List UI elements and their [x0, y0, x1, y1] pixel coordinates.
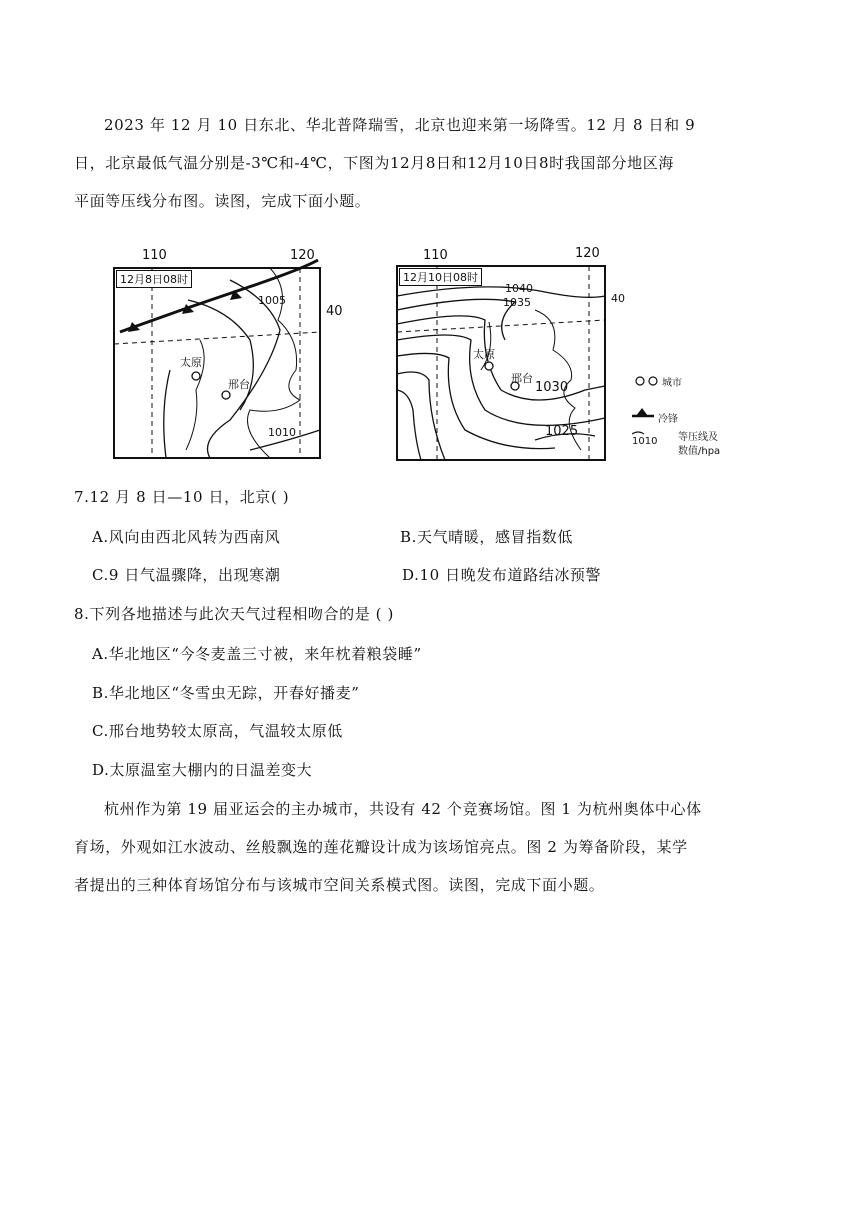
map1-lon-left-label: 110: [142, 248, 167, 263]
q8-option-c[interactable]: C.邢台地势较太原高，气温较太原低: [92, 722, 343, 740]
q7-option-c[interactable]: C.9 日气温骤降，出现寒潮: [92, 566, 281, 584]
isobar-map-dec8: [100, 240, 343, 470]
intro1-line-2: 日，北京最低气温分别是-3℃和-4℃，下图为12月8日和12月10日8时我国部分地区海: [74, 154, 674, 172]
q8-option-d[interactable]: D.太原温室大棚内的日温差变大: [92, 761, 313, 779]
q8-option-a[interactable]: A.华北地区“今冬麦盖三寸被，来年枕着粮袋睡”: [92, 645, 422, 663]
intro2-line-2: 育场，外观如江水波动、丝般飘逸的莲花瓣设计成为该场馆亮点。图 2 为筹备阶段，某学: [74, 838, 688, 856]
map-legend: [632, 370, 732, 460]
map1-city-xingtai: 邢台: [228, 378, 250, 391]
map1-lat-label: 40: [326, 304, 343, 319]
map2-isobar-label-b: 1035: [503, 296, 531, 309]
isobar-map-dec10: [385, 240, 625, 470]
intro2-line-3: 者提出的三种体育场馆分布与该城市空间关系模式图。读图，完成下面小题。: [74, 876, 605, 894]
q7-option-d[interactable]: D.10 日晚发布道路结冰预警: [402, 566, 602, 584]
map1-city-taiyuan: 太原: [180, 356, 202, 369]
legend-cold-front-label: 冷锋: [658, 414, 678, 425]
intro2-line-1: 杭州作为第 19 届亚运会的主办城市，共设有 42 个竞赛场馆。图 1 为杭州奥体中心体: [104, 800, 702, 818]
map2-isobar-label-a: 1040: [505, 282, 533, 295]
q8-stem: 8.下列各地描述与此次天气过程相吻合的是 ( ): [74, 605, 394, 623]
q8-option-b[interactable]: B.华北地区“冬雪虫无踪，开春好播麦”: [92, 684, 360, 702]
intro1-line-1: 2023 年 12 月 10 日东北、华北普降瑞雪，北京也迎来第一场降雪。12 月 8 日和 9: [104, 116, 696, 134]
legend-isobar-label-2: 数值/hpa: [678, 446, 721, 457]
map1-isobar-label-a: 1005: [258, 294, 286, 307]
q7-option-b[interactable]: B.天气晴暖，感冒指数低: [400, 528, 573, 546]
map1-time-label: 12月8日08时: [116, 270, 192, 288]
legend-city-label: 城市: [662, 378, 682, 389]
map1-isobar-label-b: 1010: [268, 426, 296, 439]
q7-option-a[interactable]: A.风向由西北风转为西南风: [92, 528, 281, 546]
map2-time-label: 12月10日08时: [399, 268, 482, 286]
intro1-line-3: 平面等压线分布图。读图，完成下面小题。: [74, 192, 371, 210]
legend-isobar-label-1: 等压线及: [678, 432, 718, 443]
map2-lat-label: 40: [611, 292, 625, 305]
q7-stem: 7.12 月 8 日—10 日，北京( ): [74, 488, 290, 506]
map2-lon-left-label: 110: [423, 248, 448, 263]
map1-lon-right-label: 120: [290, 248, 315, 263]
map2-lon-right-label: 120: [575, 246, 600, 261]
map2-isobar-label-d: 1025: [545, 424, 579, 439]
map2-city-xingtai: 邢台: [511, 372, 533, 385]
legend-isobar-value: 1010: [632, 436, 658, 447]
map2-city-taiyuan: 太原: [473, 348, 495, 361]
map2-isobar-label-c: 1030: [535, 380, 569, 395]
